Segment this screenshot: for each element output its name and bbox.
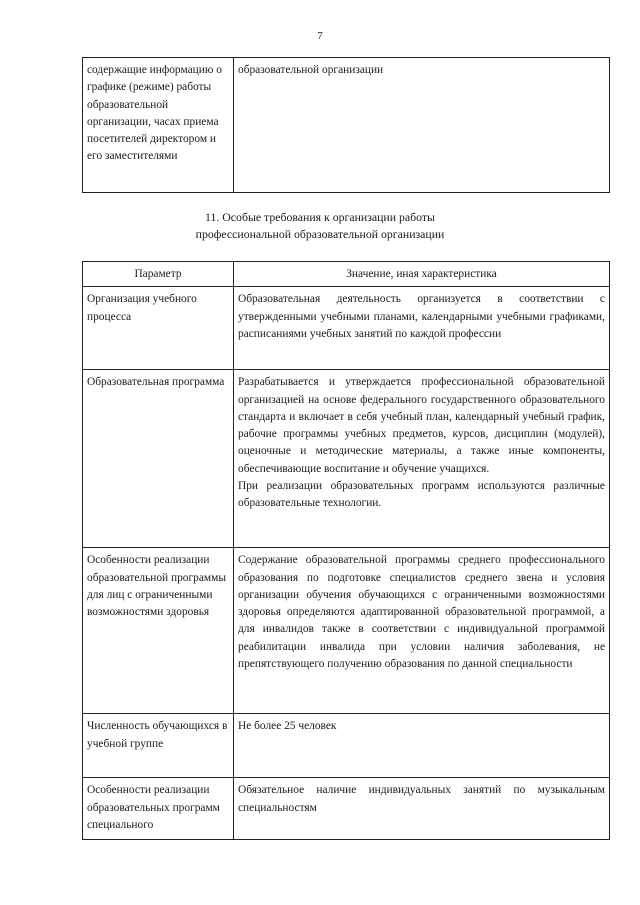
- value-cell: [234, 714, 610, 778]
- column-header-value: Значение, иная характеристика: [234, 262, 610, 287]
- param-cell: Особенности реализации образовательной программы для лиц с ограниченными возможностями здоровья: [83, 548, 234, 714]
- value-paragraph: Содержание образовательной программы среднего профессионального образования по подготовке специалистов среднего звена и условия организации обучения обучающихся с ограниченными возможностями здоровья определяются адаптированной образовательной программой, а для инвалидов также в соответствии с индивидуальной программой реабилитации инвалида при условии наличия заболевания, не препятствующего получению образования по данной специальности: [238, 554, 605, 671]
- value-paragraph: Разрабатывается и утверждается профессиональной образовательной организацией на основе федерального государственного образовательного стандарта и включает в себя учебный план, календарный учебный график, рабочие программы учебных предметов, курсов, дисциплин (модулей), оценочные и методические материалы, а также иные компоненты, обеспечивающие воспитание и обучение учащихся.: [238, 376, 605, 475]
- page-number: 7: [317, 30, 323, 42]
- table-row: [83, 548, 610, 714]
- param-cell: Численность обучающихся в учебной группе: [83, 714, 234, 778]
- value-paragraph: При реализации образовательных программ используются различные образовательные технологии.: [238, 480, 605, 510]
- section-title: [0, 209, 640, 243]
- value-paragraph: Образовательная деятельность организуется в соответствии с утвержденными учебными планами, календарными учебными графиками, расписаниями учебных занятий по каждой профессии: [238, 293, 605, 340]
- param-cell: содержащие информацию о графике (режиме) работы образовательной организации, часах приема посетителей директором и его заместителями: [83, 58, 234, 193]
- value-cell: образовательной организации: [234, 58, 610, 193]
- section-title-line: 11. Особые требования к организации работы: [205, 210, 435, 224]
- table-row: [83, 778, 610, 840]
- param-cell: Образовательная программа: [83, 370, 234, 548]
- value-cell: [234, 287, 610, 370]
- requirements-table: [82, 261, 610, 840]
- column-header-param: Параметр: [83, 262, 234, 287]
- section-title-line: профессиональной образовательной организации: [195, 227, 445, 241]
- table-row: [83, 58, 610, 193]
- value-cell: [234, 370, 610, 548]
- param-cell: Особенности реализации образовательных программ специального: [83, 778, 234, 840]
- value-cell: [234, 778, 610, 840]
- param-cell: Организация учебного процесса: [83, 287, 234, 370]
- value-paragraph: Не более 25 человек: [238, 720, 337, 733]
- value-cell: [234, 548, 610, 714]
- table-row: [83, 714, 610, 778]
- table-header-row: [83, 262, 610, 287]
- table-row: [83, 370, 610, 548]
- table-row: [83, 287, 610, 370]
- top-table: [82, 57, 610, 193]
- value-paragraph: Обязательное наличие индивидуальных занятий по музыкальным специальностям: [238, 784, 605, 814]
